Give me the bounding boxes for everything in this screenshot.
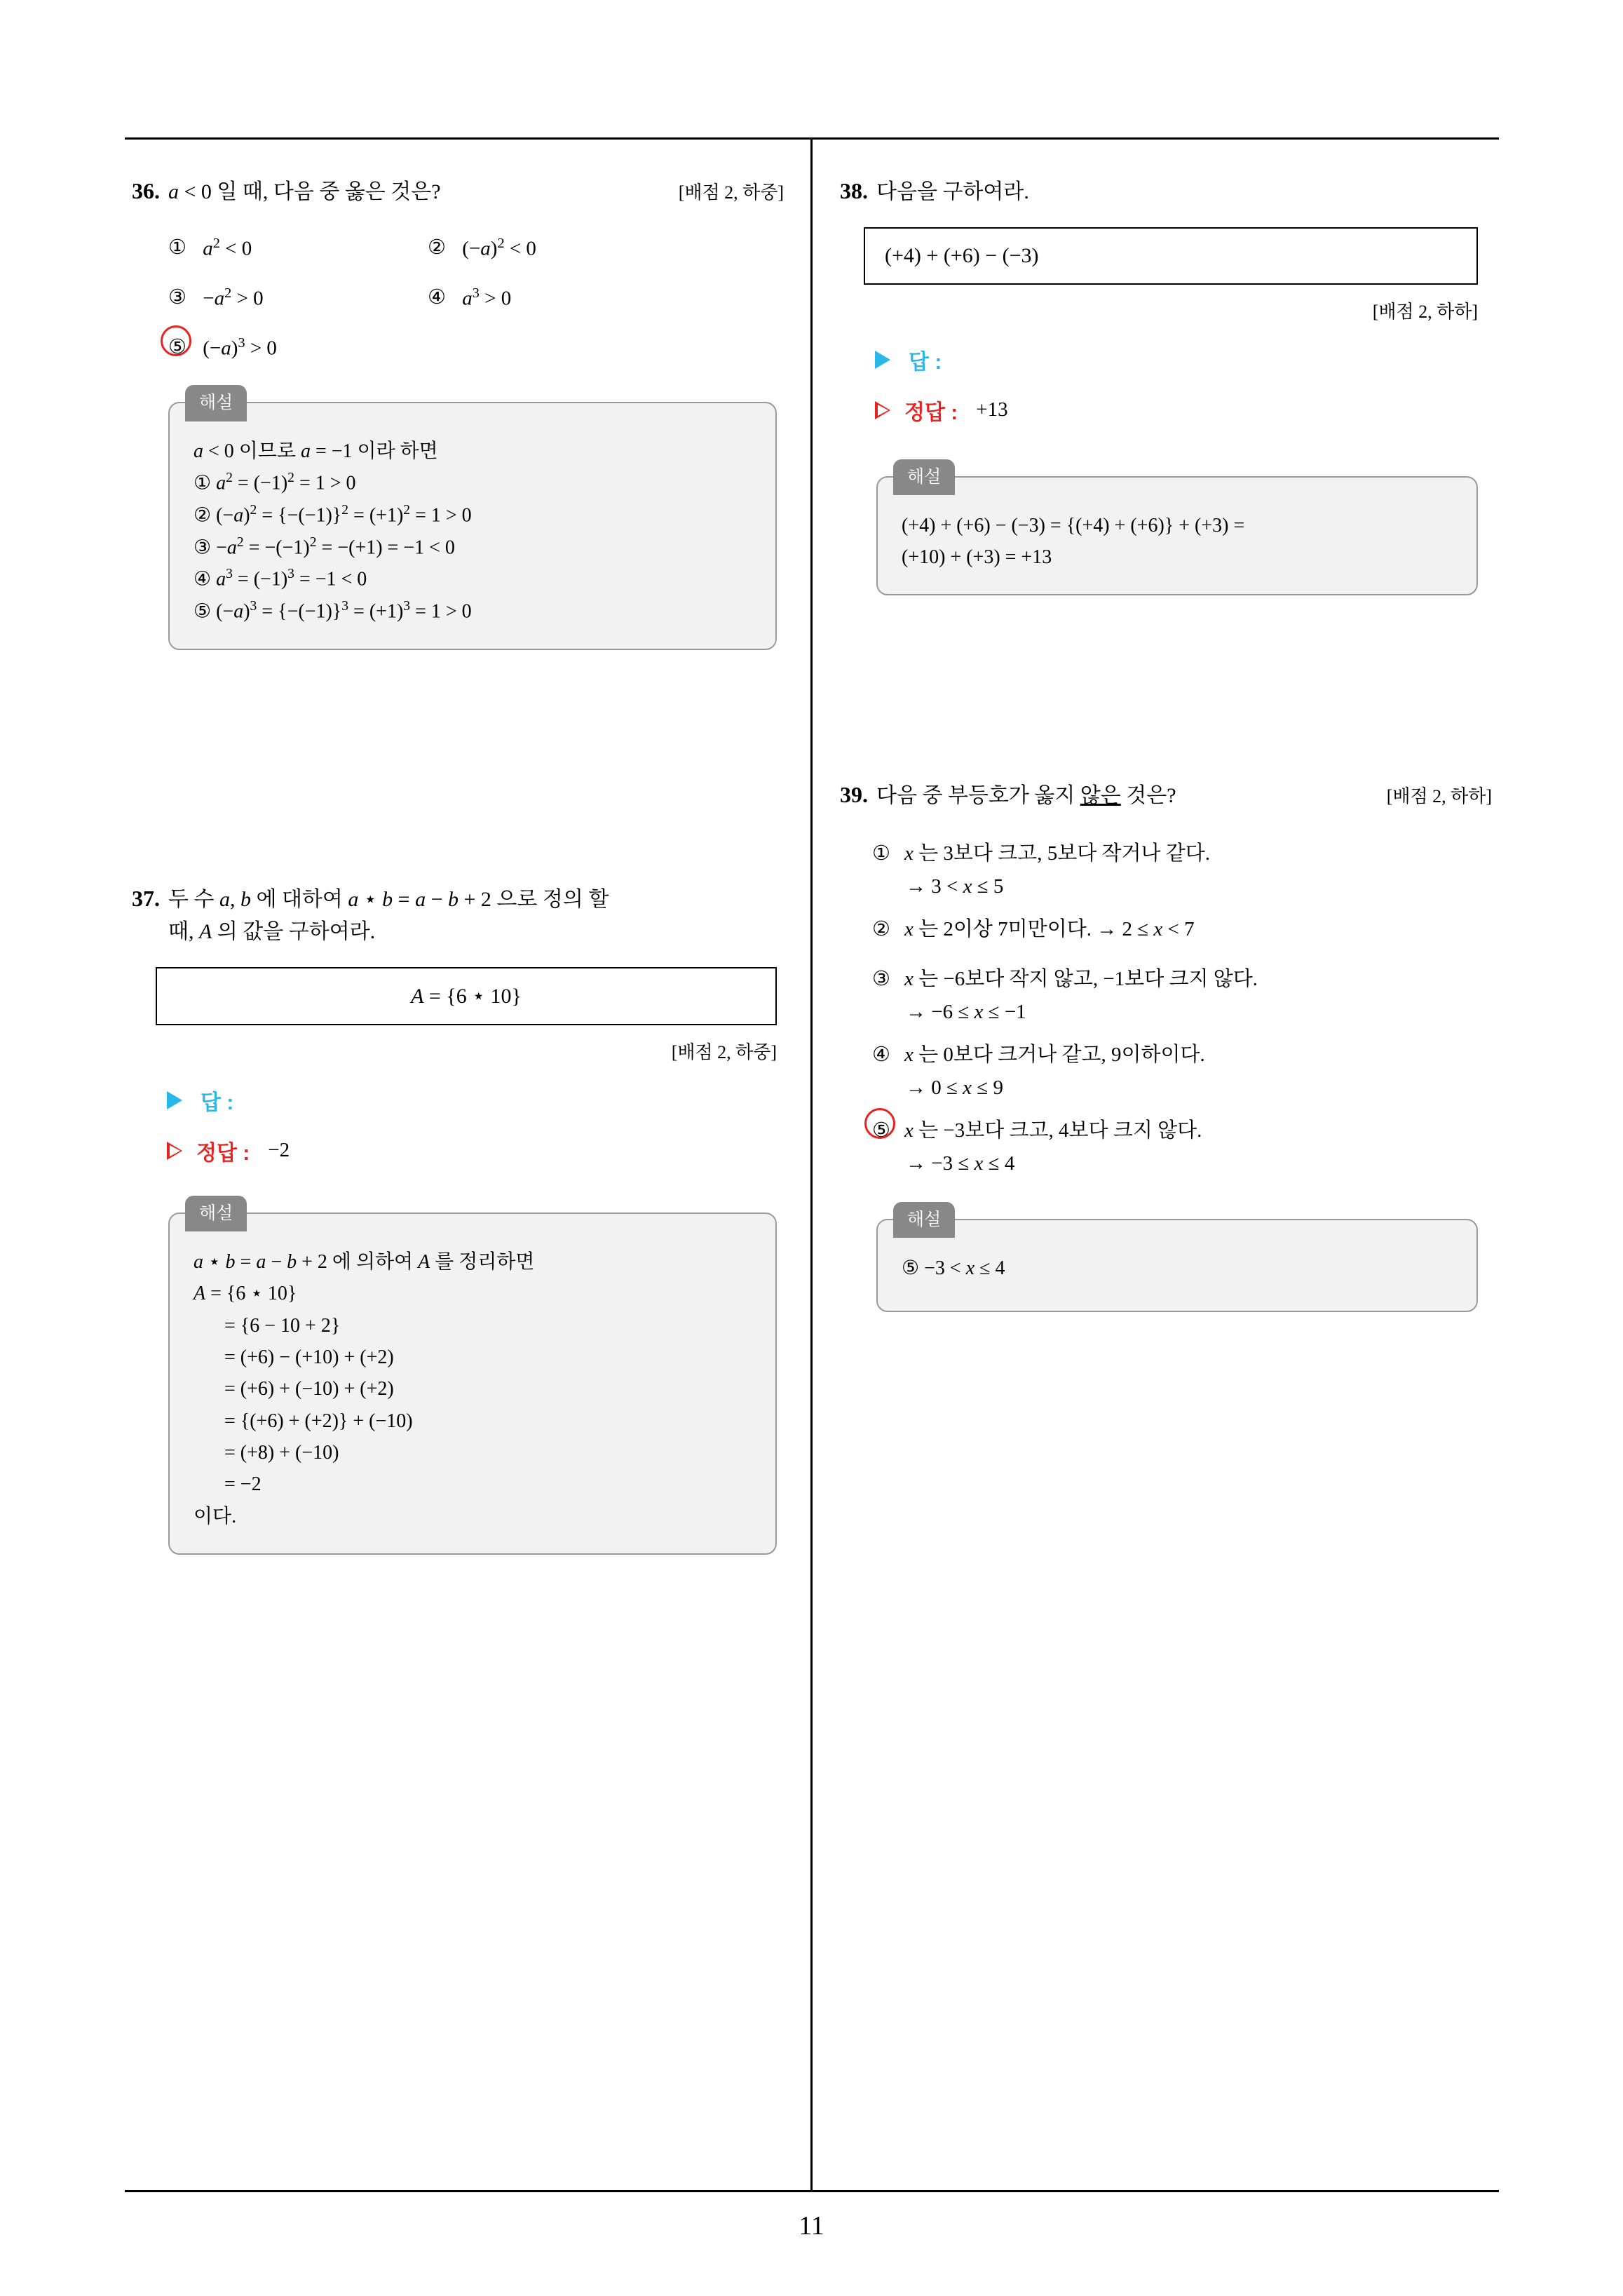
choice-5[interactable] (168, 332, 428, 364)
question-37-answer-row (167, 1085, 784, 1116)
explanation-line: (+10) + (+3) = +13 (902, 546, 1052, 568)
question-37-header (132, 882, 784, 949)
selected-choice-marker (168, 332, 186, 363)
question-38-answer-row (875, 344, 1492, 375)
question-38-correct-value: +13 (976, 398, 1008, 421)
choice-3-text: $-a^2 > 0$ (198, 285, 264, 310)
question-38-points: [배점 2, 하하] (1372, 301, 1478, 322)
option-1-text: x 는 3보다 크고, 5보다 작거나 같다. (904, 842, 1211, 865)
explanation-tab-label: 해설 (893, 1202, 955, 1238)
question-38-expression-box: (+4) + (+6) − (−3) (864, 227, 1478, 285)
choice-row (168, 283, 784, 314)
question-38-number: 38. (840, 178, 868, 203)
choice-1-text: $a^2 < 0$ (203, 235, 252, 260)
explanation-line: ③ $-a^2 = -(-1)^2 = -(+1) = -1 < 0$ (193, 534, 455, 559)
explanation-line: ⑤ −3 < x ≤ 4 (902, 1257, 1005, 1279)
choice-1-marker: ① (168, 236, 186, 259)
option-4-marker: ④ (872, 1043, 890, 1066)
question-37 (132, 882, 784, 1555)
question-38-header (840, 174, 1492, 209)
page-sheet (125, 137, 1499, 2192)
choice-3[interactable] (168, 283, 428, 314)
explanation-line: = (+6) − (+10) + (+2) (224, 1346, 394, 1368)
explanation-line: ① $a^2 = (-1)^2 = 1 > 0$ (193, 471, 356, 494)
correct-label: 정답 : (904, 400, 958, 424)
option-3[interactable] (872, 964, 1492, 995)
choice-5-marker (168, 332, 198, 363)
option-5-marker-text: ⑤ (872, 1119, 890, 1142)
choice-4-text: $a^3 > 0$ (462, 285, 512, 310)
option-1-arrow: → 3 < x ≤ 5 (906, 874, 1004, 898)
question-36-header (132, 174, 784, 209)
choice-4-marker: ④ (428, 285, 446, 309)
play-outline-triangle-icon (167, 1142, 182, 1160)
option-3-arrow: → −6 ≤ x ≤ −1 (906, 1000, 1026, 1023)
question-36-explanation (168, 393, 777, 650)
option-2[interactable] (872, 914, 1492, 945)
answer-label: 답 : (909, 350, 942, 374)
question-37-correct-row (167, 1135, 784, 1166)
explanation-tab-label: 해설 (893, 459, 955, 496)
choice-row (168, 332, 784, 364)
question-38-correct-row (875, 395, 1492, 426)
explanation-line: ② $(-a)^2 = \{-(-1)\}^2 = (+1)^2 = 1 > 0$ (193, 503, 472, 527)
question-39-underlined-word: 않은 (1080, 784, 1121, 808)
option-1[interactable] (872, 838, 1492, 870)
left-column (132, 137, 784, 1555)
question-39-number: 39. (840, 782, 868, 808)
choice-2[interactable] (428, 233, 687, 264)
explanation-line: 이다. (193, 1505, 237, 1527)
question-37-points: [배점 2, 하중] (671, 1041, 777, 1062)
option-2-marker: ② (872, 917, 890, 940)
play-triangle-icon (167, 1091, 182, 1109)
explanation-line: = {(+6) + (+2)} + (−10) (224, 1410, 413, 1432)
choice-5-text: $(-a)^3 > 0$ (198, 335, 277, 360)
choice-5-marker-text: ⑤ (168, 335, 186, 358)
right-column (840, 137, 1492, 1312)
question-39-options (872, 838, 1492, 1175)
play-triangle-icon (875, 351, 890, 369)
choice-2-marker: ② (428, 236, 446, 259)
explanation-line: = (+8) + (−10) (224, 1442, 339, 1464)
question-36 (132, 174, 784, 650)
option-1-marker: ① (872, 842, 890, 865)
answer-label: 답 : (201, 1090, 234, 1114)
question-38-text: 다음을 구하여라. (876, 180, 1029, 203)
option-5-text: x 는 −3보다 크고, 4보다 크지 않다. (904, 1119, 1202, 1142)
column-divider (810, 137, 813, 2192)
explanation-tab-label: 해설 (185, 1196, 247, 1232)
question-36-choices (168, 233, 784, 364)
option-3-marker: ③ (872, 967, 890, 990)
question-39-explanation (876, 1209, 1478, 1312)
question-37-expression-box: A = {6 ⋆ 10} (156, 967, 777, 1025)
question-37-correct-value: −2 (268, 1139, 290, 1162)
option-2-text: x 는 2이상 7미만이다. → 2 ≤ x < 7 (904, 917, 1195, 940)
option-5-marker (872, 1115, 904, 1147)
explanation-line: ⑤ $(-a)^3 = \{-(-1)\}^3 = (+1)^3 = 1 > 0$ (193, 599, 472, 623)
question-39-points: [배점 2, 하하] (1386, 786, 1492, 807)
choice-2-text: $(-a)^2 < 0$ (457, 235, 536, 260)
question-36-text: a < 0 일 때, 다음 중 옳은 것은? (168, 180, 441, 203)
explanation-line: = {6 − 10 + 2} (224, 1314, 341, 1337)
explanation-line: = (+6) + (−10) + (+2) (224, 1378, 394, 1400)
red-circle-annotation (864, 1108, 895, 1139)
question-38-explanation (876, 466, 1478, 596)
question-37-explanation (168, 1203, 777, 1555)
choice-row (168, 233, 784, 264)
choice-1[interactable] (168, 233, 428, 264)
explanation-tab-label: 해설 (185, 385, 247, 421)
explanation-line: A = {6 ⋆ 10} (193, 1283, 297, 1305)
red-circle-annotation (161, 325, 191, 356)
option-4[interactable] (872, 1039, 1492, 1071)
option-4-text: x 는 0보다 크거나 같고, 9이하이다. (904, 1043, 1205, 1066)
play-outline-triangle-icon (875, 401, 890, 419)
question-36-number: 36. (132, 178, 160, 203)
question-39-header (840, 778, 1492, 813)
selected-option-marker (872, 1115, 890, 1147)
question-36-points: [배점 2, 하중] (678, 182, 784, 203)
question-38 (840, 174, 1492, 595)
explanation-line: ④ $a^3 = (-1)^3 = -1 < 0$ (193, 567, 367, 590)
explanation-line: a < 0 이므로 a = −1 이라 하면 (193, 440, 438, 463)
question-39 (840, 778, 1492, 1312)
question-37-number: 37. (132, 885, 160, 911)
question-37-text: 두 수 a, b 에 대하여 a ⋆ b = a − b + 2 으로 정의 할 때, A 의 값을 구하여라. (168, 887, 609, 944)
option-4-arrow: → 0 ≤ x ≤ 9 (906, 1076, 1003, 1099)
explanation-line: a ⋆ b = a − b + 2 에 의하여 A 를 정리하면 (193, 1250, 535, 1273)
choice-3-marker: ③ (168, 285, 186, 309)
correct-label: 정답 : (196, 1141, 250, 1165)
option-5[interactable] (872, 1115, 1492, 1147)
option-3-text: x 는 −6보다 작지 않고, −1보다 크지 않다. (904, 967, 1258, 990)
option-5-arrow: → −3 ≤ x ≤ 4 (906, 1152, 1015, 1175)
page-number: 11 (799, 2211, 824, 2241)
question-39-text: 다음 중 부등호가 옳지 않은 것은? (876, 784, 1176, 808)
explanation-line: (+4) + (+6) − (−3) = {(+4) + (+6)} + (+3) = (902, 514, 1245, 536)
choice-4[interactable] (428, 283, 687, 314)
explanation-line: = −2 (224, 1473, 262, 1496)
